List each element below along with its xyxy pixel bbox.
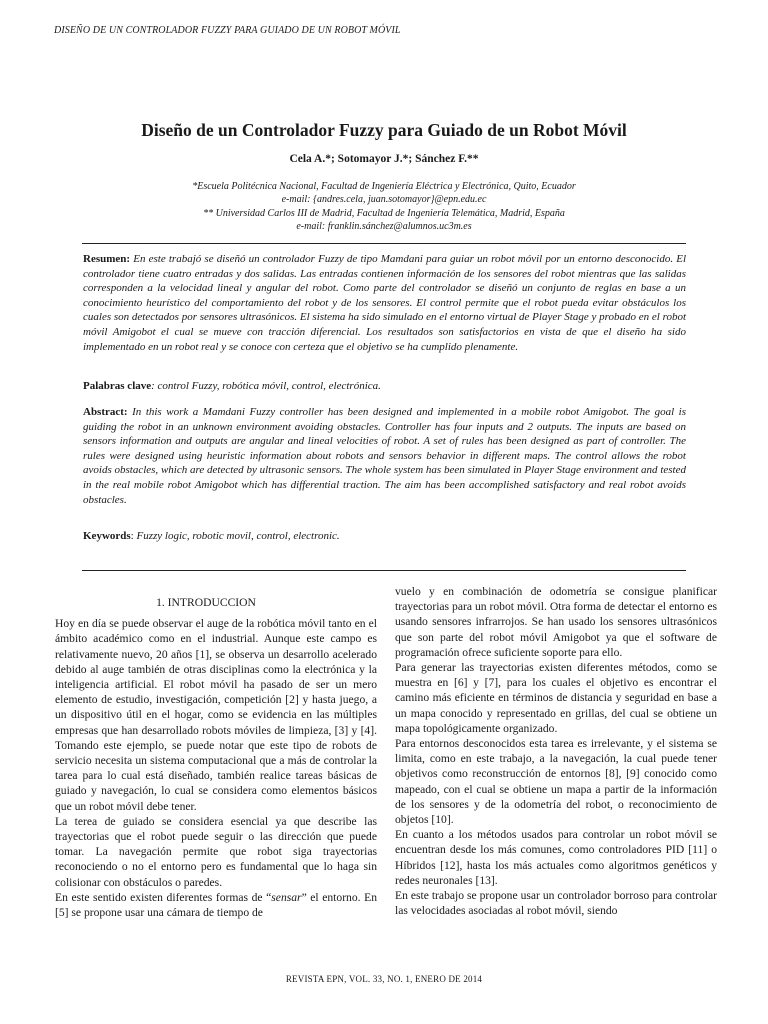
paragraph: La terea de guiado se considera esencial ya que describe las trayectorias que el robot puede seguir o las dirección que puede tomar. La navegación permite que robot siga trayectorias reconociendo o no el entorno pero es fundamental que lo haga sin colisionar con obstáculos o paredes.: [55, 814, 377, 889]
affiliations: [0, 180, 768, 233]
paragraph: [55, 890, 377, 920]
paragraph: Para generar las trayectorias existen diferentes métodos, como se muestra en [6] y [7], para los cuales el objetivo es encontrar el camino más eficiente en términos de distancia y seguridad en base a un mapa conocido y representado en grillas, del cual se obtiene un mapa topológicamente organizado.: [395, 661, 717, 735]
right-column: [395, 584, 717, 918]
resumen-block: [83, 252, 686, 354]
journal-footer: REVISTA EPN, VOL. 33, NO. 1, ENERO DE 2014: [285, 974, 483, 984]
text-run: ” el entorno. En [5] se propone usar una cámara de tiempo de: [55, 890, 378, 920]
authors: Cela A.*; Sotomayor J.*; Sánchez F.**: [289, 153, 479, 165]
palabras-clave-block: [83, 379, 686, 394]
abstract-label: Abstract:: [83, 406, 128, 418]
keywords-label: Keywords: [83, 530, 131, 542]
abstract-block: [83, 405, 686, 507]
palabras-clave-text: : control Fuzzy, robótica móvil, control, electrónica.: [151, 380, 381, 392]
paragraph: Hoy en día se puede observar el auge de la robótica móvil tanto en el ámbito académico como en el industrial. Aunque este campo es relativamente nuevo, 20 años [1], se observa un desarrollo acelerado debido al auge también de otras disciplinas como la electrónica y la inteligencia artificial. El robot móvil ha pasado de ser un mero elemento de estudio, investigación, competición [2] y hasta juego, a un dispositivo útil en el hogar, como se evidencia en las múltiples empresas que han desarrollado robots móviles de limpieza, [3] y [4]. Tomando este ejemplo, se puede notar que este tipo de robots de servicio necesita un sistema computacional que a más de controlar la tarea para lo cual está diseñado, también realice tareas básicas de guiado y navegación, lo cual se considera como elementos básicos que un robot móvil debe tener.: [55, 617, 377, 813]
resumen-text: En este trabajó se diseñó un controlador Fuzzy de tipo Mamdani para guiar un robot móvil por un entorno desconocido. El controlador tiene cuatro entradas y dos salidas. Las entradas contienen información de los sensores del robot mientras que las salidas corresponden a la velocidad lineal y angular del robot. Como parte del controlador se diseñó un conjunto de reglas en base a un conocimiento heurístico del comportamiento del robot y de los sensores. El control permite que el robot pueda evitar obstáculos los cuales son detectados por sensores ultrasónicos. El sistema ha sido simulado en el entorno virtual de Player Stage y probado en el robot móvil Amigobot el cual se mueve con tracción diferencial. Los resultados son satisfactorios en vista de que el diseño ha sido implementado en un robot real y se conoce con certeza que el objetivo se ha cumplido plenamente.: [83, 253, 687, 353]
keywords-block: [83, 529, 686, 544]
paragraph: En cuanto a los métodos usados para controlar un robot móvil se encuentran desde los más comunes, como controladores PID [11] o Híbridos [12], hasta los más actuales como algoritmos genéticos y redes neuronales [13].: [395, 828, 717, 887]
affiliation-email: e-mail: franklin.sánchez@alumnos.uc3m.es: [296, 220, 472, 232]
emphasis: sensar: [271, 890, 302, 904]
paragraph: En este trabajo se propone usar un controlador borroso para controlar las velocidades asociadas al robot móvil, siendo: [395, 889, 717, 918]
paragraph: vuelo y en combinación de odometría se consigue planificar trayectorias para un robot móvil. Otra forma de detectar el entorno es usando sensores infrarrojos. Se han usado los sensores ultrasónicos que son parte del robot móvil Amigobot ya que el software de programación ofrece suficiente soporte para ello.: [395, 585, 717, 659]
text-run: En este sentido existen diferentes formas de “: [55, 890, 272, 904]
section-heading: 1. INTRODUCCION: [156, 596, 256, 609]
affiliation-line: ** Universidad Carlos III de Madrid, Facultad de Ingeniería Telemática, Madrid, España: [203, 207, 565, 219]
palabras-clave-label: Palabras clave: [83, 380, 152, 392]
paragraph: Para entornos desconocidos esta tarea es irrelevante, y el sistema se limita, como en este trabajo, a la navegación, la cual puede tener objetivos como reconstrucción de entornos [8], [9] conocido como mapeado, con el cual se obtiene un mapa a partir de la información de los sensores y de la odometría del robot, o reconocimiento de objetos [10].: [395, 737, 717, 827]
paper-title: Diseño de un Controlador Fuzzy para Guiado de un Robot Móvil: [141, 120, 627, 140]
resumen-label: Resumen:: [83, 253, 131, 265]
affiliation-line: *Escuela Politécnica Nacional, Facultad de Ingeniería Eléctrica y Electrónica, Quito, Ecuador: [192, 181, 576, 192]
running-head: DISEÑO DE UN CONTROLADOR FUZZY PARA GUIADO DE UN ROBOT MÓVIL: [54, 25, 401, 36]
keywords-text: Fuzzy logic, robotic movil, control, electronic.: [136, 530, 340, 542]
top-divider: [82, 243, 686, 244]
affiliation-email: e-mail: {andres.cela, juan.sotomayor}@epn.edu.ec: [281, 194, 487, 206]
keywords-separator: :: [130, 530, 137, 542]
abstract-text: In this work a Mamdani Fuzzy controller has been designed and implemented in a mobile robot Amigobot. The goal is guiding the robot in an unknown environment avoiding obstacles. Controller has four inputs and 2 outputs. The inputs are based on sensors information and outputs are angular and lineal velocities of robot. A set of rules has been designed as part of controller. The rules were designed using heuristic information about robots and sensors behavior in different maps. The control allows the robot avoids obstacles, which are detected by ultrasonic sensors. The whole system has been simulated in Player Stage environment and tested in the real mobile robot Amigobot which has differential traction. The aim has been accomplished satisfactory and real robot avoids obstacles.: [83, 406, 687, 506]
bottom-divider: [82, 570, 686, 571]
left-column: [55, 584, 377, 920]
